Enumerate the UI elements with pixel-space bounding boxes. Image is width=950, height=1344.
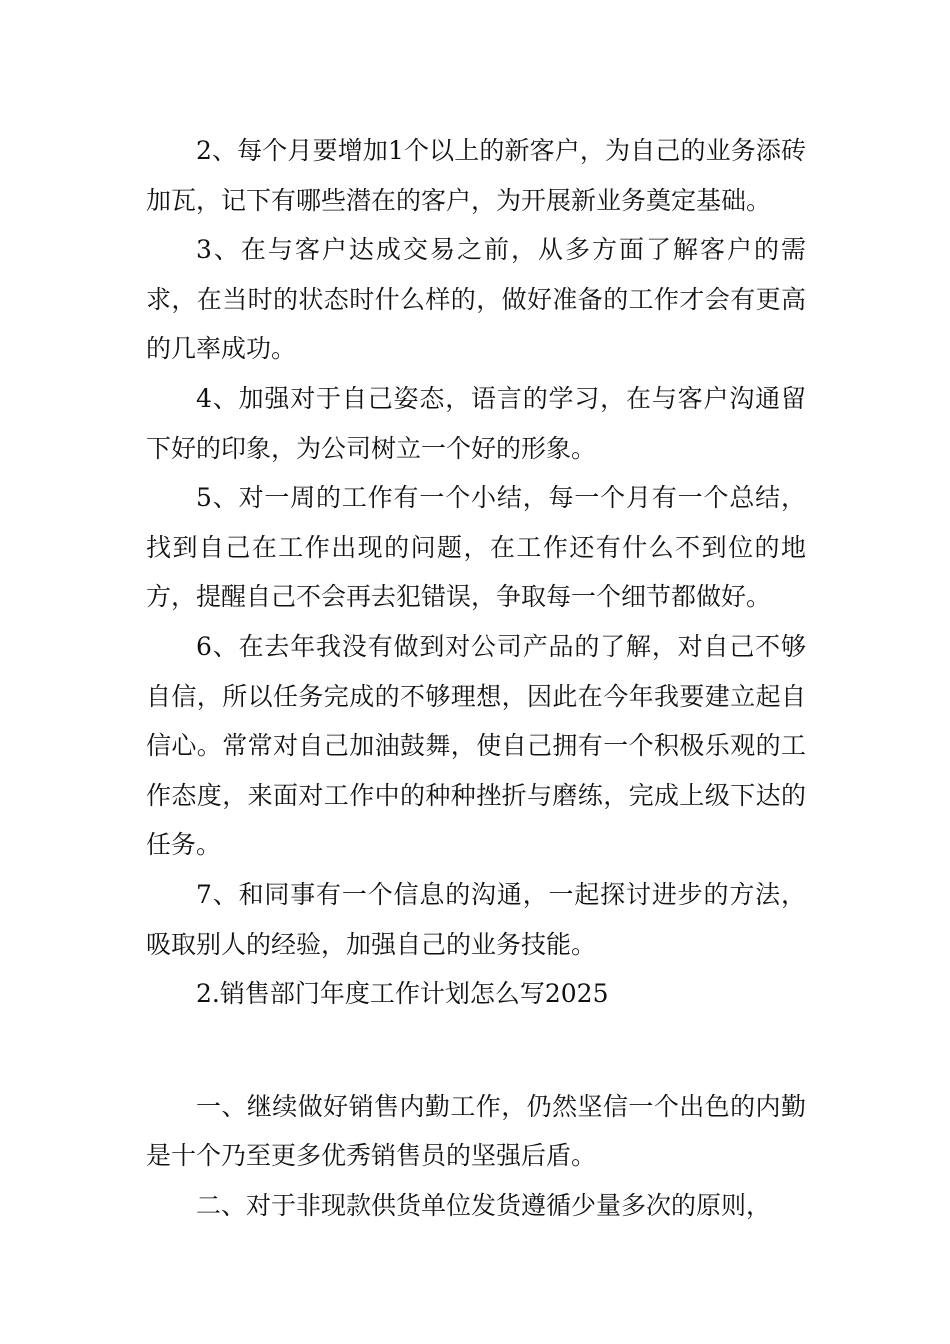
paragraph-item-one: 一、继续做好销售内勤工作，仍然坚信一个出色的内勤是十个乃至更多优秀销售员的坚强后盾。 — [146, 1091, 806, 1171]
section-spacer — [146, 1019, 806, 1082]
paragraph-item-5: 5、对一周的工作有一个小结，每一个月有一个总结，找到自己在工作出现的问题，在工作还有什么不到位的地方，提醒自己不会再去犯错误，争取每一个细节都做好。 — [146, 483, 806, 612]
section-heading: 2.销售部门年度工作计划怎么写2025 — [196, 979, 609, 1009]
paragraph-item-3: 3、在与客户达成交易之前，从多方面了解客户的需求，在当时的状态时什么样的，做好准备的工作才会有更高的几率成功。 — [146, 235, 806, 364]
paragraph-item-7: 7、和同事有一个信息的沟通，一起探讨进步的方法，吸取别人的经验，加强自己的业务技能。 — [146, 879, 806, 959]
paragraph-item-two: 二、对于非现款供货单位发货遵循少量多次的原则， — [196, 1190, 772, 1220]
document-page — [146, 126, 806, 1230]
paragraph-item-6: 6、在去年我没有做到对公司产品的了解，对自己不够自信，所以任务完成的不够理想，因此在今年我要建立起自信心。常常对自己加油鼓舞，使自己拥有一个积极乐观的工作态度，来面对工作中的种种挫折与磨练，完成上级下达的任务。 — [146, 631, 806, 860]
paragraph-item-2: 2、每个月要增加1个以上的新客户，为自己的业务添砖加瓦，记下有哪些潜在的客户，为开展新业务奠定基础。 — [146, 136, 806, 215]
paragraph-item-4: 4、加强对于自己姿态，语言的学习，在与客户沟通留下好的印象，为公司树立一个好的形象。 — [146, 383, 806, 463]
